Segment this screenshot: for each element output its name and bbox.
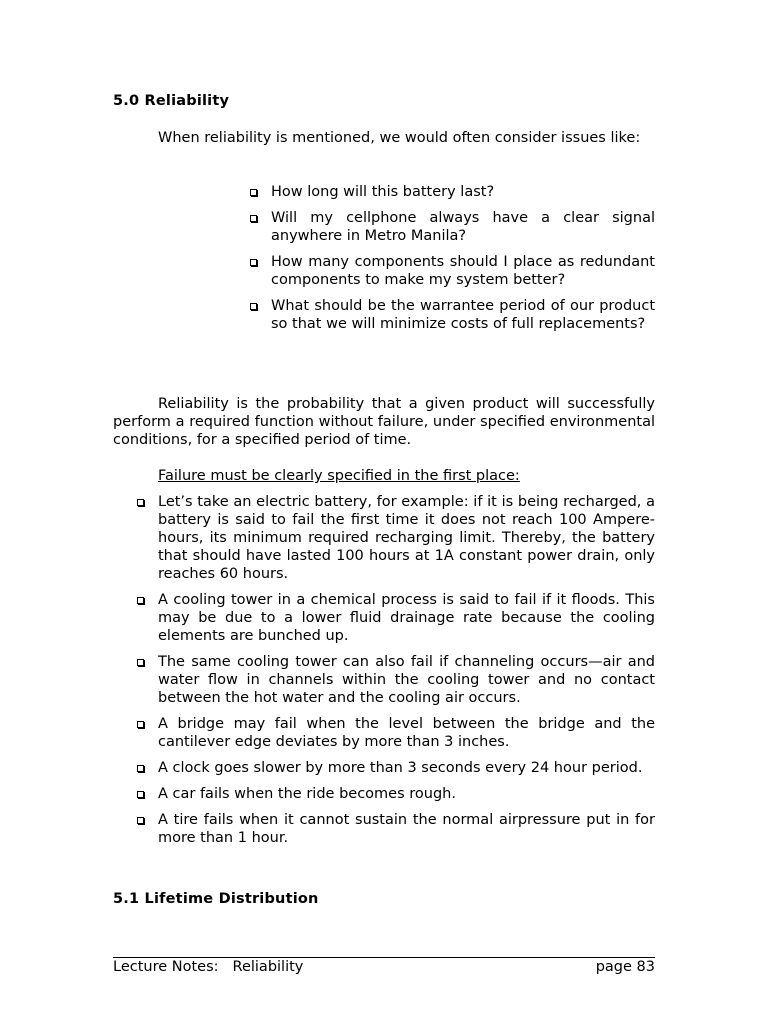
section-heading-lifetime-distribution: 5.1 Lifetime Distribution [113, 891, 319, 907]
square-bullet-icon [137, 765, 144, 772]
list-item [271, 183, 655, 201]
list-item [158, 653, 655, 707]
section-heading-reliability: 5.0 Reliability [113, 93, 230, 109]
list-item [158, 591, 655, 645]
question-text: Will my cellphone always have a clear signal anywhere in Metro Manila? [271, 210, 655, 244]
square-bullet-icon [137, 791, 144, 798]
example-text: A bridge may fail when the level between the bridge and the cantilever edge deviates by more than 3 inches. [158, 716, 655, 750]
square-bullet-icon [137, 817, 144, 824]
question-text: How many components should I place as redundant components to make my system better? [271, 254, 655, 288]
square-bullet-icon [137, 721, 144, 728]
list-item [158, 715, 655, 751]
footer-left [113, 959, 303, 975]
list-item [271, 209, 655, 245]
example-text: A car fails when the ride becomes rough. [158, 786, 456, 802]
question-text: How long will this battery last? [271, 184, 495, 200]
list-item [271, 297, 655, 333]
list-item [158, 759, 655, 777]
definition-paragraph: Reliability is the probability that a given product will successfully perform a required function without failure, under specified environmental conditions, for a specified period of time. [113, 396, 655, 448]
square-bullet-icon [250, 189, 257, 196]
example-text: Let’s take an electric battery, for example: if it is being recharged, a battery is said to fail the first time it does not reach 100 Ampere-hours, its minimum required recharging limit. Thereby, the battery that should have lasted 100 hours at 1A constant power drain, only reaches 60 hours. [158, 494, 655, 582]
example-text: The same cooling tower can also fail if channeling occurs—air and water flow in channels within the cooling tower and no contact between the hot water and the cooling air occurs. [158, 654, 655, 706]
footer-divider [113, 957, 655, 958]
square-bullet-icon [137, 659, 144, 666]
list-item [158, 811, 655, 847]
failure-lead-text: Failure must be clearly specified in the first place: [158, 468, 520, 484]
list-item [158, 785, 655, 803]
page-number: page 83 [595, 959, 655, 975]
footer-label: Lecture Notes: [113, 959, 219, 975]
question-list [271, 183, 655, 341]
square-bullet-icon [250, 259, 257, 266]
question-text: What should be the warrantee period of our product so that we will minimize costs of full replacements? [271, 298, 655, 332]
list-item [271, 253, 655, 289]
example-text: A tire fails when it cannot sustain the normal airpressure put in for more than 1 hour. [158, 812, 655, 846]
square-bullet-icon [250, 215, 257, 222]
failure-example-list [158, 493, 655, 855]
example-text: A clock goes slower by more than 3 seconds every 24 hour period. [158, 760, 643, 776]
example-text: A cooling tower in a chemical process is said to fail if it floods. This may be due to a lower fluid drainage rate because the cooling elements are bunched up. [158, 592, 655, 644]
list-item [158, 493, 655, 583]
footer-topic: Reliability [232, 959, 304, 975]
square-bullet-icon [137, 597, 144, 604]
square-bullet-icon [137, 499, 144, 506]
square-bullet-icon [250, 303, 257, 310]
intro-paragraph: When reliability is mentioned, we would often consider issues like: [158, 130, 641, 146]
